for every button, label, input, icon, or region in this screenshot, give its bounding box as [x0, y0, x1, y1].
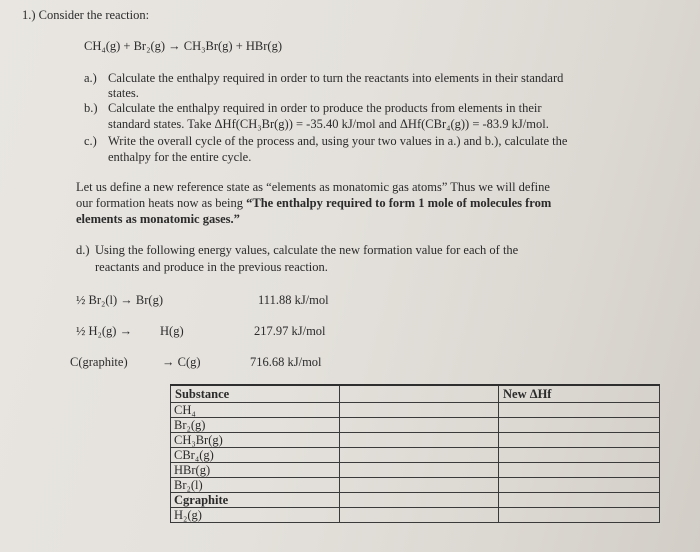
table-row — [171, 463, 660, 478]
table-row — [171, 418, 660, 433]
table-row — [171, 478, 660, 493]
paragraph-line1: Let us define a new reference state as “elements as monatomic gas atoms” Thus we will define — [76, 180, 550, 194]
energy-1-reaction: ½ Br₂(l) → Br(g) — [76, 293, 163, 307]
substance-cell: Br₂(g) — [171, 418, 340, 433]
header-substance: Substance — [171, 385, 340, 403]
part-c-line1: Write the overall cycle of the process and, using your two values in a.) and b.), calculate the — [108, 134, 568, 148]
table-row — [171, 508, 660, 523]
part-d-line2: reactants and produce in the previous reaction. — [95, 260, 328, 274]
part-b-label: b.) — [84, 101, 98, 115]
new-dhf-cell[interactable] — [499, 403, 660, 418]
energy-2-value: 217.97 kJ/mol — [254, 324, 326, 338]
part-c-line2: enthalpy for the entire cycle. — [108, 150, 252, 164]
paragraph-line3-bold: elements as monatomic gases.” — [76, 212, 240, 226]
new-dhf-cell[interactable] — [499, 448, 660, 463]
blank-cell[interactable] — [340, 448, 499, 463]
table-row — [171, 493, 660, 508]
part-d-line1: Using the following energy values, calculate the new formation value for each of the — [95, 243, 519, 257]
table-row — [171, 403, 660, 418]
new-dhf-cell[interactable] — [499, 493, 660, 508]
substance-table — [170, 384, 660, 523]
blank-cell[interactable] — [340, 493, 499, 508]
substance-cell: CH₃Br(g) — [171, 433, 340, 448]
table-header-row — [171, 385, 660, 403]
new-dhf-cell[interactable] — [499, 508, 660, 523]
new-dhf-cell[interactable] — [499, 433, 660, 448]
blank-cell[interactable] — [340, 508, 499, 523]
table-row — [171, 433, 660, 448]
header-new-dhf: New ΔHf — [499, 385, 660, 403]
part-d-label: d.) — [76, 243, 90, 257]
new-dhf-cell[interactable] — [499, 478, 660, 493]
substance-cell: Br₂(l) — [171, 478, 340, 493]
energy-1-value: 111.88 kJ/mol — [258, 293, 329, 307]
energy-3-value: 716.68 kJ/mol — [250, 355, 322, 369]
paragraph-line2-bold: “The enthalpy required to form 1 mole of molecules from — [246, 196, 552, 210]
part-b-line2: standard states. Take ΔHf(CH₃Br(g)) = -35.40 kJ/mol and ΔHf(CBr₄(g)) = -83.9 kJ/mol. — [108, 117, 549, 131]
paragraph-line2-normal: our formation heats now as being — [76, 196, 247, 210]
substance-cell: CBr₄(g) — [171, 448, 340, 463]
substance-cell: CH₄ — [171, 403, 340, 418]
part-a-label: a.) — [84, 71, 97, 85]
blank-cell[interactable] — [340, 418, 499, 433]
new-dhf-cell[interactable] — [499, 463, 660, 478]
blank-cell[interactable] — [340, 433, 499, 448]
substance-cell: Cgraphite — [171, 493, 340, 508]
part-b-line1: Calculate the enthalpy required in order to produce the products from elements in their — [108, 101, 542, 115]
part-c-label: c.) — [84, 134, 97, 148]
table-row — [171, 448, 660, 463]
energy-2-lhs: ½ H₂(g) → — [76, 324, 133, 338]
energy-2-rhs: H(g) — [160, 324, 184, 338]
new-dhf-cell[interactable] — [499, 418, 660, 433]
part-a-line1: Calculate the enthalpy required in order to turn the reactants into elements in their standard — [108, 71, 564, 85]
question-1-title: 1.) Consider the reaction: — [22, 8, 150, 22]
blank-cell[interactable] — [340, 403, 499, 418]
energy-3-lhs: C(graphite) — [70, 355, 128, 369]
energy-3-rhs: → C(g) — [162, 355, 201, 369]
blank-cell[interactable] — [340, 478, 499, 493]
substance-cell: H₂(g) — [171, 508, 340, 523]
part-a-line2: states. — [108, 86, 139, 100]
header-blank — [340, 385, 499, 403]
blank-cell[interactable] — [340, 463, 499, 478]
substance-cell: HBr(g) — [171, 463, 340, 478]
paragraph-line2 — [76, 196, 551, 211]
reaction-equation: CH₄(g) + Br₂(g) → CH₃Br(g) + HBr(g) — [84, 39, 282, 53]
